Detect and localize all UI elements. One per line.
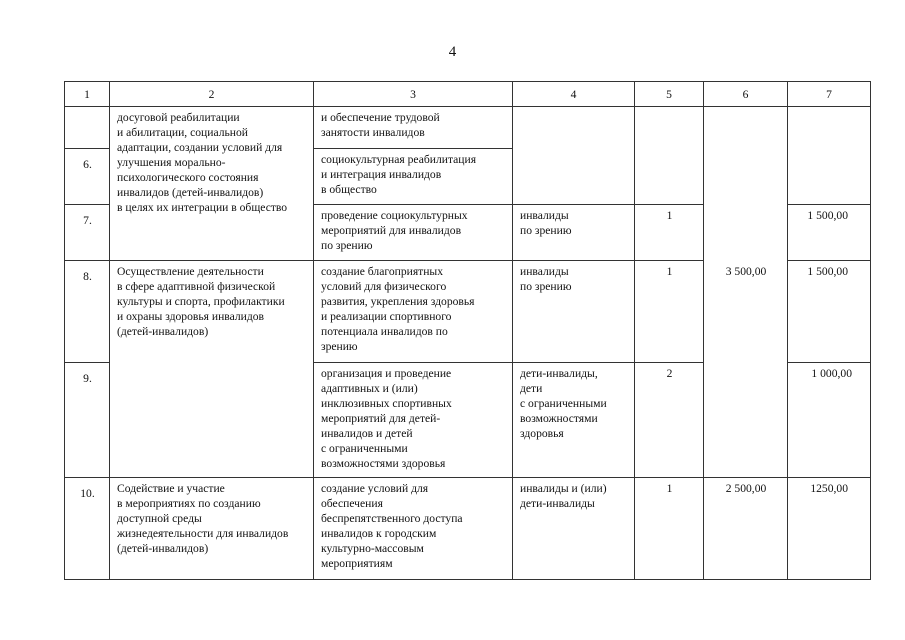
measure-cell: организация и проведение адаптивных и (или) инклюзивных спортивных мероприятий для детей- инвалидов и детей с ограниченными возможностями здоровья — [314, 363, 513, 478]
activity-cell: Осуществление деятельности в сфере адаптивной физической культуры и спорта, профилактики и охраны здоровья инвалидов (детей-инвалидов) — [110, 261, 314, 478]
amount-cell: 1 500,00 — [788, 205, 871, 261]
target-cell: инвалиды по зрению — [513, 205, 635, 261]
measure-cell: проведение социокультурных мероприятий для инвалидов по зрению — [314, 205, 513, 261]
row-number: 10. — [65, 478, 110, 580]
activity-cell: досуговой реабилитации и абилитации, социальной адаптации, создании условий для улучшения морально- психологического состояния инвалидов (детей-инвалидов) в целях их интеграции в общество — [110, 107, 314, 261]
table-row — [65, 261, 871, 363]
count-cell: 1 — [635, 478, 704, 580]
page-number: 4 — [448, 44, 457, 60]
table-header-row — [65, 82, 871, 107]
column-header: 6 — [704, 82, 788, 107]
target-cell: инвалиды по зрению — [513, 261, 635, 363]
row-number — [65, 107, 110, 149]
count-cell — [635, 107, 704, 205]
amount-cell: 1 500,00 — [788, 261, 871, 363]
measure-cell: создание условий для обеспечения беспрепятственного доступа инвалидов к городским культурно-массовым мероприятиям — [314, 478, 513, 580]
row-number: 8. — [65, 261, 110, 363]
measure-cell: и обеспечение трудовой занятости инвалидов — [314, 107, 513, 149]
column-header: 4 — [513, 82, 635, 107]
measures-table — [64, 81, 871, 580]
total-cell: 2 500,00 — [704, 478, 788, 580]
column-header: 1 — [65, 82, 110, 107]
measure-cell: создание благоприятных условий для физического развития, укрепления здоровья и реализации спортивного потенциала инвалидов по зрению — [314, 261, 513, 363]
measure-cell: социокультурная реабилитация и интеграция инвалидов в общество — [314, 149, 513, 205]
target-cell: инвалиды и (или) дети-инвалиды — [513, 478, 635, 580]
amount-cell — [788, 107, 871, 205]
count-cell: 1 — [635, 261, 704, 363]
target-cell: дети-инвалиды, дети с ограниченными возможностями здоровья — [513, 363, 635, 478]
table-row — [65, 478, 871, 580]
activity-cell: Содействие и участие в мероприятиях по созданию доступной среды жизнедеятельности для инвалидов (детей-инвалидов) — [110, 478, 314, 580]
row-number: 7. — [65, 205, 110, 261]
row-number: 6. — [65, 149, 110, 205]
target-cell — [513, 107, 635, 205]
amount-cell: 1 000,00 — [788, 363, 871, 478]
row-number: 9. — [65, 363, 110, 478]
total-cell — [704, 107, 788, 261]
column-header: 5 — [635, 82, 704, 107]
table-row — [65, 107, 871, 149]
amount-cell: 1250,00 — [788, 478, 871, 580]
column-header: 2 — [110, 82, 314, 107]
column-header: 3 — [314, 82, 513, 107]
column-header: 7 — [788, 82, 871, 107]
count-cell: 1 — [635, 205, 704, 261]
total-cell: 3 500,00 — [704, 261, 788, 478]
count-cell: 2 — [635, 363, 704, 478]
